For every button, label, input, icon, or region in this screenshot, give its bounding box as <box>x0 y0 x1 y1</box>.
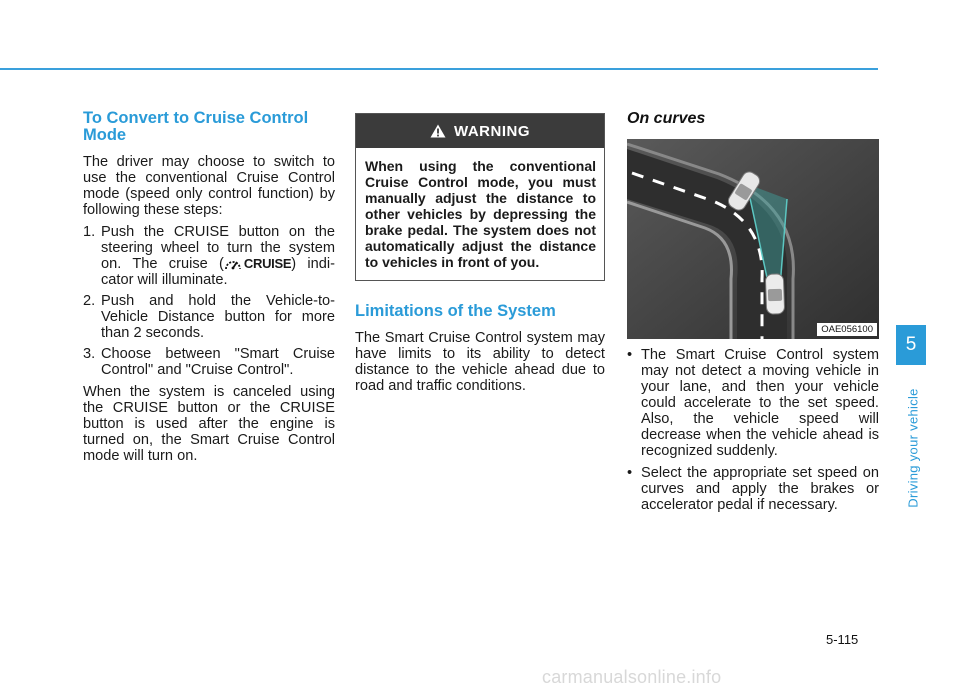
curved-road-diagram <box>627 139 879 339</box>
step-text-after: ) indi-cator will illuminate. <box>101 256 336 289</box>
bullet-text: Select the appropriate set speed on curves and apply the brakes or accelerator pedal if necessary. <box>641 465 879 513</box>
section-heading-curves: On curves <box>627 110 706 127</box>
warning-box <box>355 113 605 281</box>
top-rule <box>0 68 878 70</box>
step-text: Push and hold the Vehicle-to-Vehicle Distance button for more than 2 seconds. <box>101 293 335 342</box>
step-number: 3. <box>83 346 96 363</box>
intro-paragraph: The driver may choose to switch to use the conventional Cruise Control mode (speed only control function) by following these steps: <box>83 154 335 218</box>
warning-triangle-icon <box>430 124 446 138</box>
step-number: 2. <box>83 293 96 310</box>
page-number: 5-115 <box>826 632 859 647</box>
closing-paragraph: When the system is canceled using the CRUISE button or the CRUISE button is used after the engine is turned on, the Smart Cruise Control mode will turn on. <box>83 384 335 465</box>
column-curves <box>627 110 879 519</box>
warning-text: When using the conventional Cruise Control mode, you must manually adjust the distance to other vehicles by depressing the brake pedal. The system does not automatically adjust the distance to vehicles in front of you. <box>365 158 596 270</box>
curves-bullet-list <box>627 347 879 513</box>
steps-list <box>83 224 335 378</box>
bullet-item <box>627 347 879 459</box>
step-item <box>83 293 335 341</box>
cruise-indicator-label: CRUISE <box>243 256 292 272</box>
chapter-title: Driving your vehicle <box>905 387 921 508</box>
warning-title: WARNING <box>454 122 530 140</box>
section-heading-limitations: Limitations of the System <box>355 302 556 320</box>
chapter-number-tab: 5 <box>896 325 926 365</box>
bullet-dot: • <box>627 465 633 481</box>
figure-code: OAE056100 <box>817 323 877 336</box>
column-warning-limitations <box>355 110 605 400</box>
step-number: 1. <box>83 224 96 240</box>
bullet-item <box>627 465 879 513</box>
chapter-title-side <box>903 387 923 508</box>
speedometer-icon <box>224 257 242 271</box>
step-item <box>83 346 335 378</box>
step-item <box>83 224 335 288</box>
limitations-paragraph: The Smart Cruise Control system may have limits to its ability to detect distance to the vehicle ahead due to road and traffic conditions. <box>355 330 605 394</box>
step-text-before: Push the CRUISE button on the steering wheel to turn the system on. The cruise ( <box>101 224 335 272</box>
footer-watermark: carmanualsonline.info <box>542 667 722 687</box>
curve-illustration <box>627 139 879 339</box>
warning-header <box>356 114 604 148</box>
step-text: Choose between "Smart Cruise Control" and "Cruise Control". <box>101 346 335 379</box>
section-heading-convert: To Convert to Cruise Control Mode <box>83 109 309 144</box>
column-convert-cruise <box>83 110 335 470</box>
bullet-text: The Smart Cruise Control system may not detect a moving vehicle in your lane, and then your vehicle could accelerate to the set speed. Also, the vehicle speed will decrease when the vehicle ahead is recognized suddenly. <box>641 347 879 459</box>
cruise-indicator <box>224 256 291 272</box>
bullet-dot: • <box>627 347 633 363</box>
